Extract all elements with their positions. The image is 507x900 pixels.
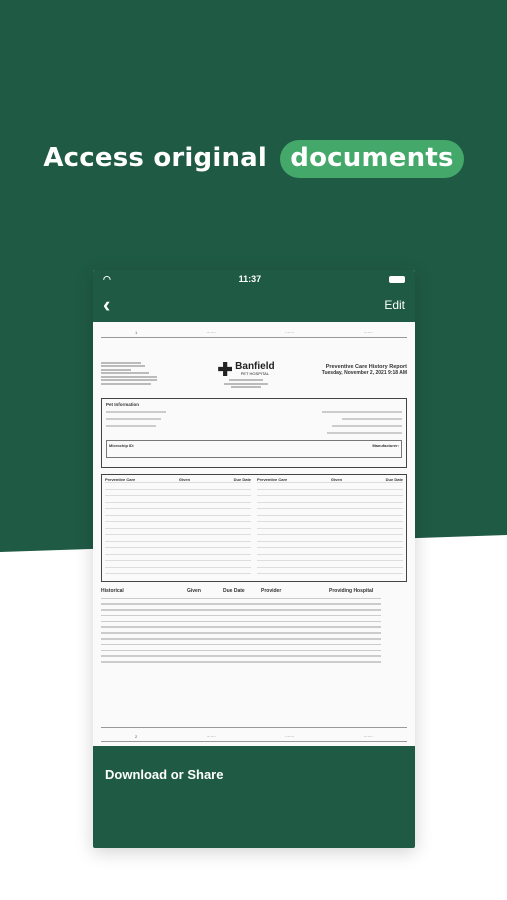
document-preview[interactable] (93, 322, 415, 746)
battery-icon (389, 276, 405, 283)
banfield-logo: Banfield PET HOSPITAL (218, 362, 274, 390)
document-footer: 2 ······· ······· ······· (101, 727, 407, 742)
pet-information-box: Pet Information Microchip ID: Manufacturer: (101, 398, 407, 468)
status-bar (93, 270, 415, 288)
download-or-share-button[interactable]: Download or Share (105, 767, 224, 782)
report-title: Preventive Care History Report Tuesday, November 2, 2021 9:18 AM (321, 364, 407, 376)
wifi-icon: ◠ (103, 273, 111, 284)
headline-prefix: Access original (43, 143, 268, 173)
headline-highlight: documents (280, 140, 463, 178)
document-fax-strip: 1 ······· ······· ······· (101, 328, 407, 338)
preventive-care-table: Preventive Care Given Due Date Preventive Care Given Due Date (101, 474, 407, 582)
nav-bar (93, 288, 415, 322)
status-time: 11:37 (238, 274, 262, 284)
phone-frame (93, 270, 415, 848)
back-icon[interactable]: ‹ (103, 292, 111, 317)
historical-table: Historical Given Due Date Provider Providing Hospital (101, 588, 407, 666)
headline (0, 140, 507, 178)
microchip-box: Microchip ID: Manufacturer: (106, 440, 402, 458)
banfield-cross-icon (218, 362, 232, 376)
action-bar (93, 746, 415, 848)
edit-button[interactable]: Edit (384, 298, 405, 312)
owner-address-block (101, 360, 171, 390)
